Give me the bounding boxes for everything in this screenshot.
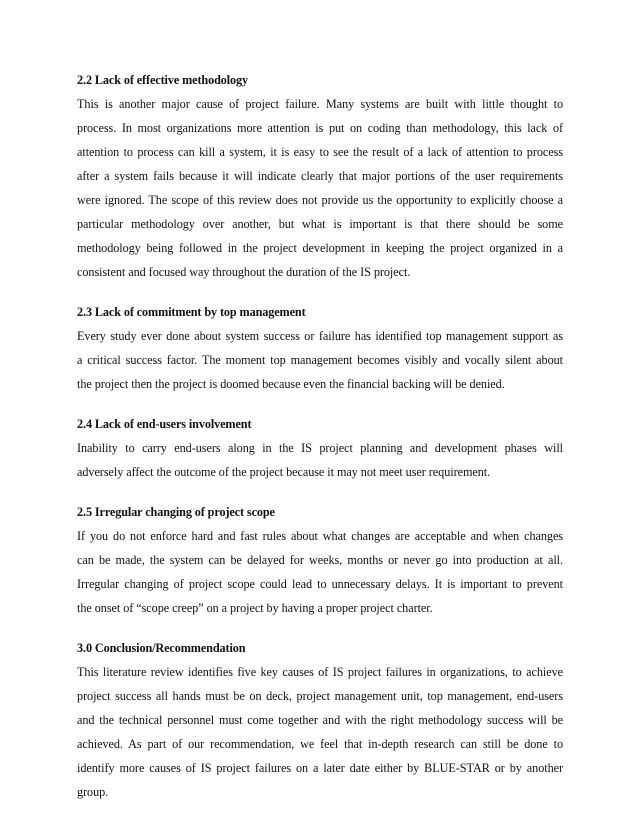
paragraph-line: methodology being followed in the project development in keeping the project organized in a [77, 241, 563, 255]
paragraph-line: process. In most organizations more attention is put on coding than methodology, this lack of [77, 121, 563, 135]
section-paragraph [77, 524, 563, 620]
section-2-5-irregular-changing-of-project-scope [77, 500, 563, 620]
section-heading: 2.2 Lack of effective methodology [77, 73, 249, 87]
section-heading: 2.5 Irregular changing of project scope [77, 505, 275, 519]
paragraph-line: Every study ever done about system success or failure has identified top management support as [77, 329, 563, 343]
section-heading: 2.3 Lack of commitment by top management [77, 305, 306, 319]
section-heading: 3.0 Conclusion/Recommendation [77, 641, 246, 655]
paragraph-line: Inability to carry end-users along in the IS project planning and development phases will [77, 441, 563, 455]
section-2-3-lack-of-commitment-by-top-management [77, 300, 563, 396]
paragraph-line: and the technical personnel must come together and with the right methodology success will be [77, 713, 563, 727]
paragraph-line: can be made, the system can be delayed for weeks, months or never go into production at all. [77, 553, 563, 567]
section-paragraph [77, 436, 563, 484]
paragraph-line: Irregular changing of project scope could lead to unnecessary delays. It is important to prevent [77, 577, 563, 591]
section-2-2-lack-of-effective-methodology [77, 68, 563, 284]
paragraph-line: were ignored. The scope of this review does not provide us the opportunity to explicitly choose a [77, 193, 563, 207]
paragraph-line: This literature review identifies five key causes of IS project failures in organizations, to achieve [77, 665, 563, 679]
paragraph-line: the onset of “scope creep” on a project by having a proper project charter. [77, 601, 433, 615]
paragraph-line: the project then the project is doomed because even the financial backing will be denied. [77, 377, 505, 391]
paragraph-line: identify more causes of IS project failures on a later date either by BLUE-STAR or by another [77, 761, 563, 775]
paragraph-line: a critical success factor. The moment top management becomes visibly and vocally silent about [77, 353, 563, 367]
paragraph-line: project success all hands must be on deck, project management unit, top management, end-users [77, 689, 563, 703]
paragraph-line: after a system fails because it will indicate clearly that major portions of the user requirements [77, 169, 563, 183]
paragraph-line: This is another major cause of project failure. Many systems are built with little thought to [77, 97, 563, 111]
section-paragraph [77, 324, 563, 396]
section-heading: 2.4 Lack of end-users involvement [77, 417, 252, 431]
section-3-0-conclusion-recommendation [77, 636, 563, 804]
document-body [77, 68, 563, 820]
paragraph-line: particular methodology over another, but what is important is that there should be some [77, 217, 563, 231]
section-2-4-lack-of-end-users-involvement [77, 412, 563, 484]
paragraph-line: group. [77, 785, 109, 799]
paragraph-line: attention to process can kill a system, it is easy to see the result of a lack of attention to process [77, 145, 563, 159]
paragraph-line: achieved. As part of our recommendation, we feel that in-depth research can still be done to [77, 737, 563, 751]
paragraph-line: consistent and focused way throughout the duration of the IS project. [77, 265, 411, 279]
section-paragraph [77, 660, 563, 804]
section-paragraph [77, 92, 563, 284]
paragraph-line: If you do not enforce hard and fast rules about what changes are acceptable and when changes [77, 529, 563, 543]
paragraph-line: adversely affect the outcome of the project because it may not meet user requirement. [77, 465, 491, 479]
